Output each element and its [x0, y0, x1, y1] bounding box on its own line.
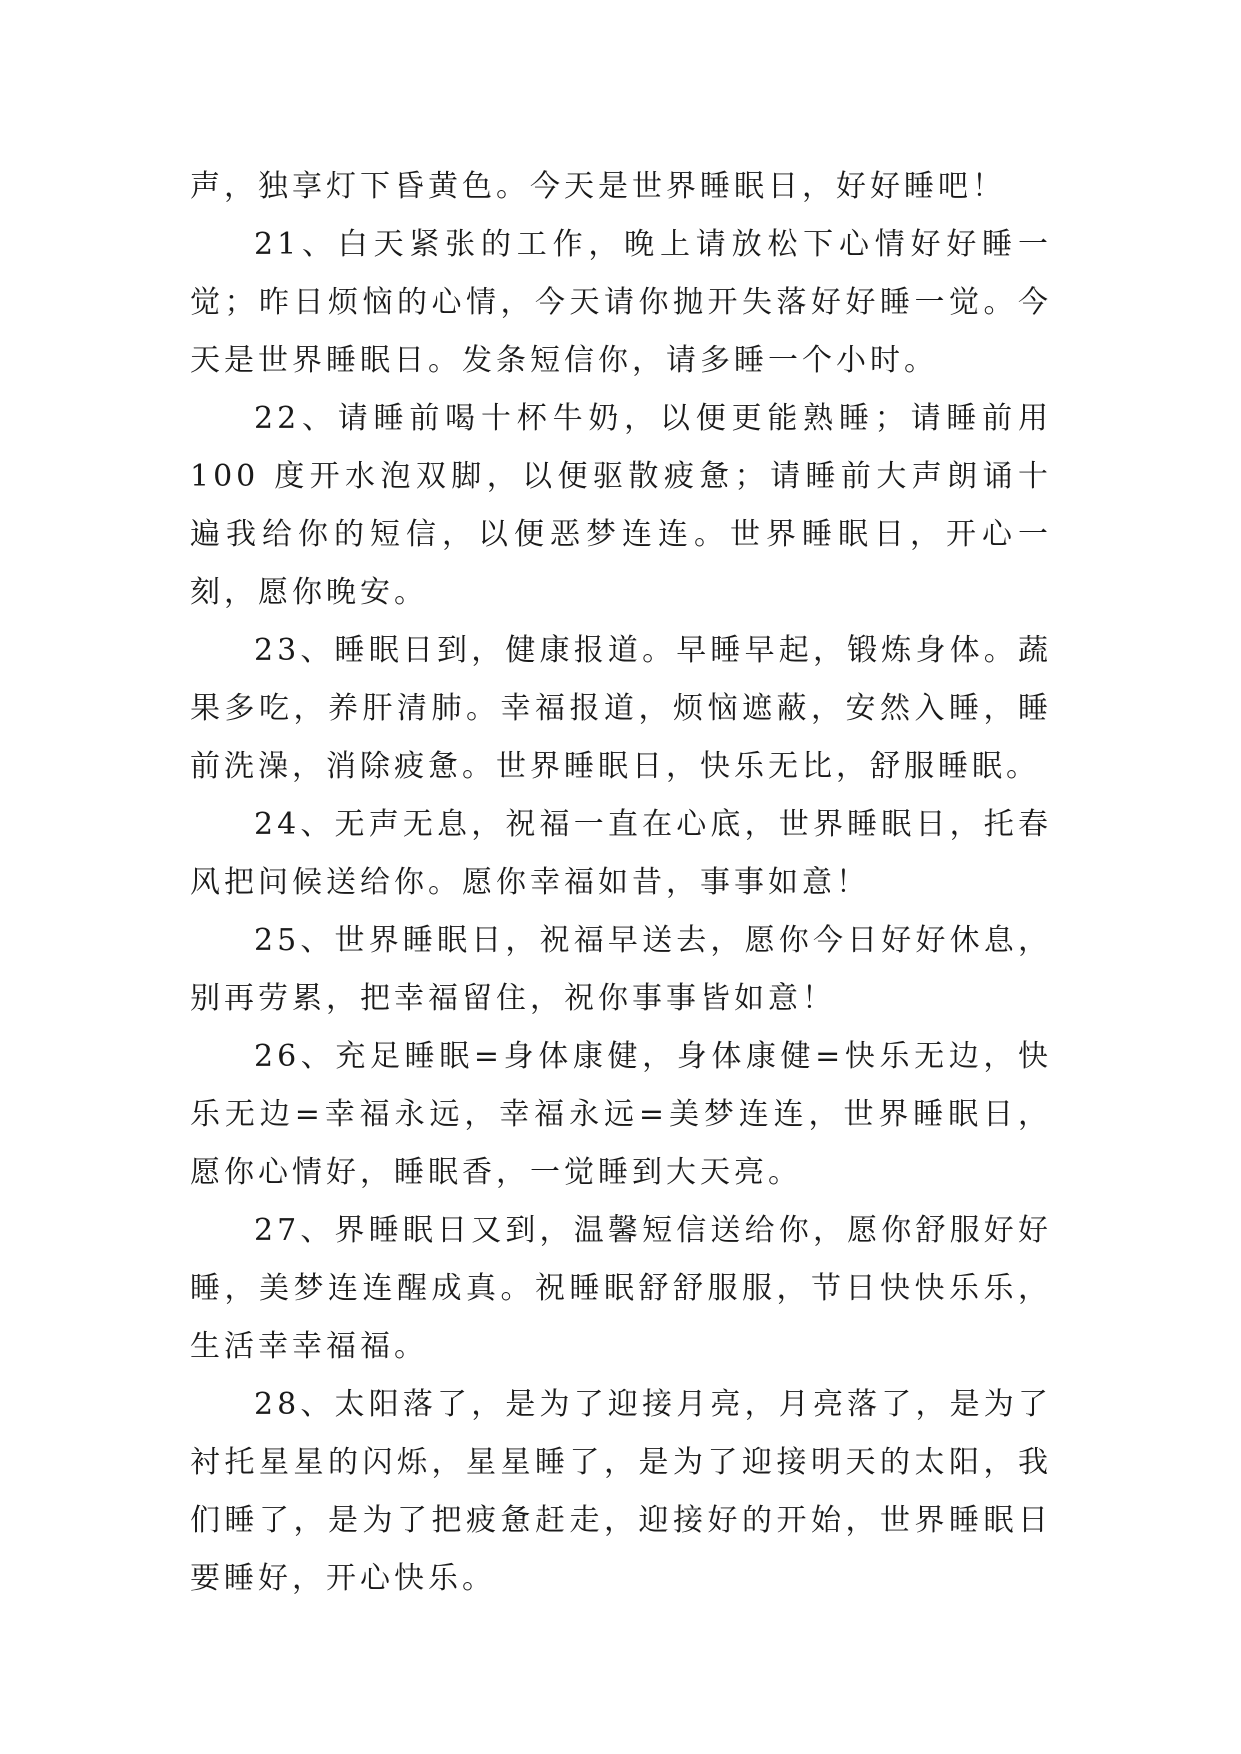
paragraph-27: 27、界睡眠日又到，温馨短信送给你，愿你舒服好好睡，美梦连连醒成真。祝睡眠舒舒服服，节日快快乐乐，生活幸幸福福。	[190, 1213, 1052, 1364]
paragraph-25: 25、世界睡眠日，祝福早送去，愿你今日好好休息，别再劳累，把幸福留住，祝你事事皆如意！	[190, 923, 1052, 1016]
paragraph-24: 24、无声无息，祝福一直在心底，世界睡眠日，托春风把问候送给你。愿你幸福如昔，事事如意！	[190, 807, 1052, 900]
paragraph-continuation: 声，独享灯下昏黄色。今天是世界睡眠日，好好睡吧！	[190, 169, 1006, 204]
paragraph-23: 23、睡眠日到，健康报道。早睡早起，锻炼身体。蔬果多吃，养肝清肺。幸福报道，烦恼遮蔽，安然入睡，睡前洗澡，消除疲惫。世界睡眠日，快乐无比，舒服睡眠。	[190, 633, 1052, 784]
paragraph-21: 21、白天紧张的工作，晚上请放松下心情好好睡一觉；昨日烦恼的心情，今天请你抛开失落好好睡一觉。今天是世界睡眠日。发条短信你，请多睡一个小时。	[190, 227, 1052, 378]
paragraph-28: 28、太阳落了，是为了迎接月亮，月亮落了，是为了衬托星星的闪烁，星星睡了，是为了迎接明天的太阳，我们睡了，是为了把疲惫赶走，迎接好的开始，世界睡眠日要睡好，开心快乐。	[190, 1387, 1052, 1596]
paragraph-26: 26、充足睡眠=身体康健，身体康健=快乐无边，快乐无边=幸福永远，幸福永远=美梦连连，世界睡眠日，愿你心情好，睡眠香，一觉睡到大天亮。	[190, 1039, 1052, 1190]
document-body	[190, 158, 1052, 1608]
paragraph-22: 22、请睡前喝十杯牛奶，以便更能熟睡；请睡前用 100 度开水泡双脚，以便驱散疲惫；请睡前大声朗诵十遍我给你的短信，以便恶梦连连。世界睡眠日，开心一刻，愿你晚安。	[190, 401, 1052, 610]
